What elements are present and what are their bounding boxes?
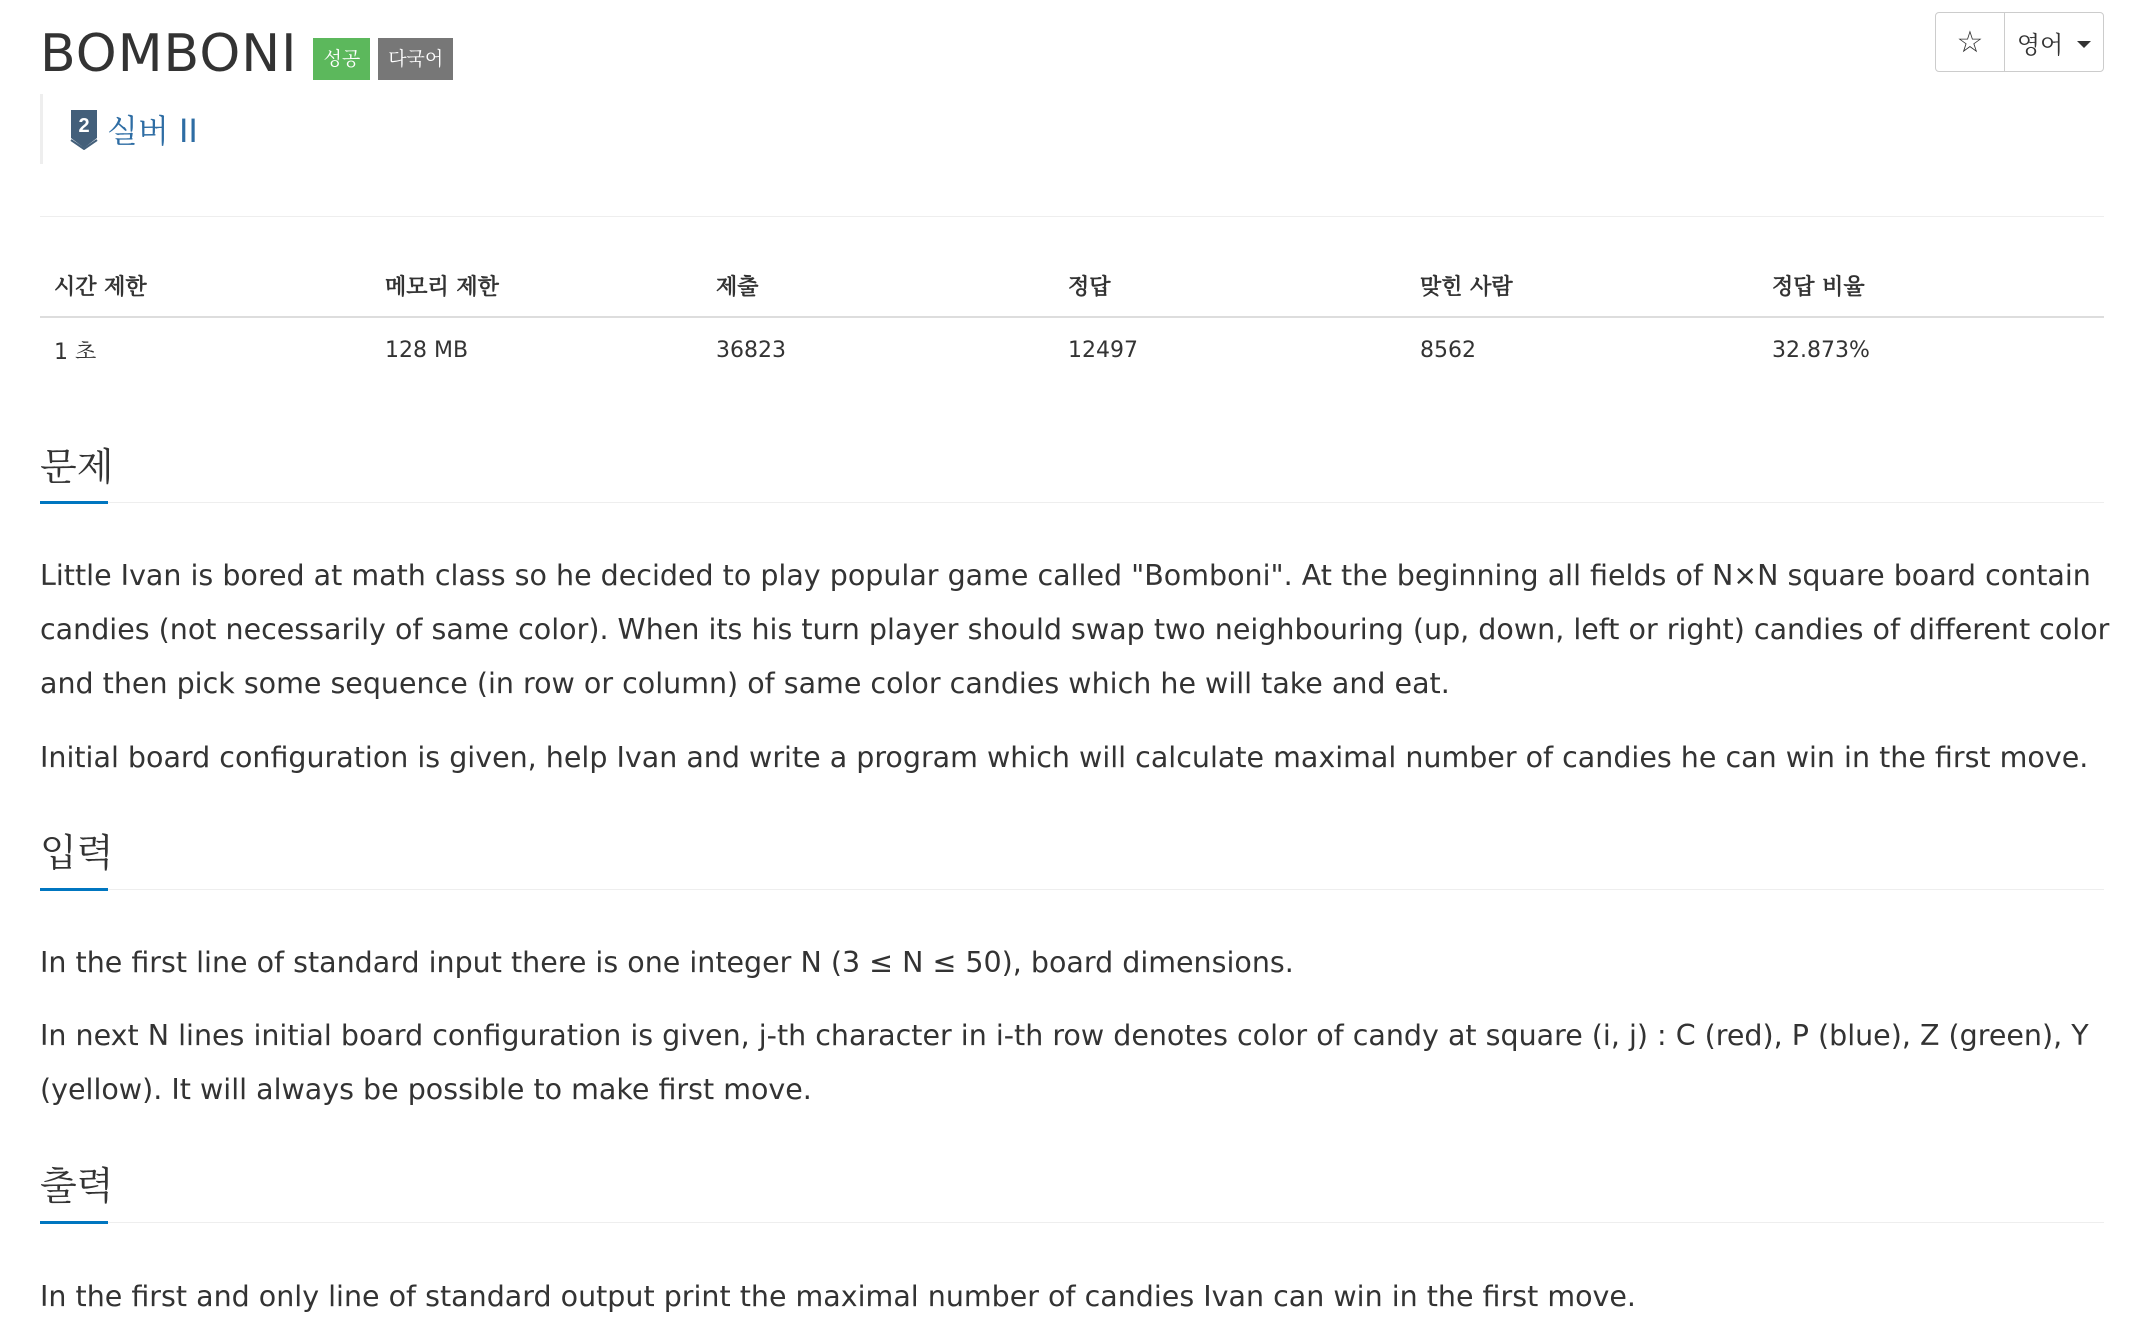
tier-label[interactable]: 실버 II (107, 112, 198, 150)
description-heading: 문제 (40, 445, 114, 489)
memory-limit-header: 메모리 제한 (371, 254, 702, 317)
language-dropdown[interactable] (2005, 13, 2103, 71)
star-icon: ☆ (1956, 24, 1984, 60)
table-header-row (40, 254, 2104, 317)
problem-header (40, 14, 453, 84)
header-divider (40, 216, 2104, 217)
multilingual-badge: 다국어 (378, 38, 453, 80)
output-heading: 출력 (40, 1164, 114, 1208)
description-divider (40, 502, 2104, 503)
input-underline (40, 888, 108, 891)
ratio-value: 32.873% (1772, 337, 1870, 363)
output-divider (40, 1222, 2104, 1223)
success-badge: 성공 (313, 38, 370, 80)
input-divider (40, 889, 2104, 890)
output-paragraph-1: In the first and only line of standard output print the maximal number of candies Ivan can win in the first move. (40, 1280, 1636, 1313)
solvers-value[interactable]: 8562 (1420, 337, 1476, 363)
ratio-header: 정답 비율 (1758, 254, 2104, 317)
chevron-down-icon (2077, 41, 2091, 48)
silver-tier-icon (69, 108, 99, 150)
description-paragraph-2: Initial board configuration is given, help Ivan and write a program which will calculate maximal number of candies he can win in the first move. (40, 741, 2089, 774)
problem-toolbar (1935, 12, 2104, 72)
memory-limit-value: 128 MB (385, 337, 469, 363)
time-limit-header: 시간 제한 (40, 254, 371, 317)
accepted-value[interactable]: 12497 (1068, 337, 1138, 363)
submissions-value[interactable]: 36823 (716, 337, 786, 363)
input-paragraph-1: In the first line of standard input there is one integer N (3 ≤ N ≤ 50), board dimensions. (40, 946, 1294, 979)
tier-number: 2 (78, 115, 90, 137)
description-underline (40, 501, 108, 504)
description-paragraph-1: Little Ivan is bored at math class so he decided to play popular game called "Bomboni". At the beginning all fields of N×N square board contain candies (not necessarily of same color). When its his turn player should swap two neighbouring (up, down, left or right) candies of different color and then pick some sequence (in row or column) of same color candies which he will take and eat. (40, 559, 2110, 700)
time-limit-value: 1 초 (54, 339, 97, 365)
language-label: 영어 (2016, 30, 2064, 59)
problem-title: BOMBONI (40, 24, 298, 84)
table-row (40, 317, 2104, 382)
submissions-header: 제출 (702, 254, 1054, 317)
favorite-star-button[interactable] (1936, 13, 2005, 71)
input-heading: 입력 (40, 831, 114, 875)
solvers-header: 맞힌 사람 (1406, 254, 1758, 317)
accepted-header: 정답 (1054, 254, 1406, 317)
problem-info-table (40, 254, 2104, 382)
tier-box (40, 94, 198, 164)
output-underline (40, 1221, 108, 1224)
input-paragraph-2: In next N lines initial board configuration is given, j-th character in i-th row denotes color of candy at square (i, j) : C (red), P (blue), Z (green), Y (yellow). It will always be possible to make first move. (40, 1019, 2089, 1106)
